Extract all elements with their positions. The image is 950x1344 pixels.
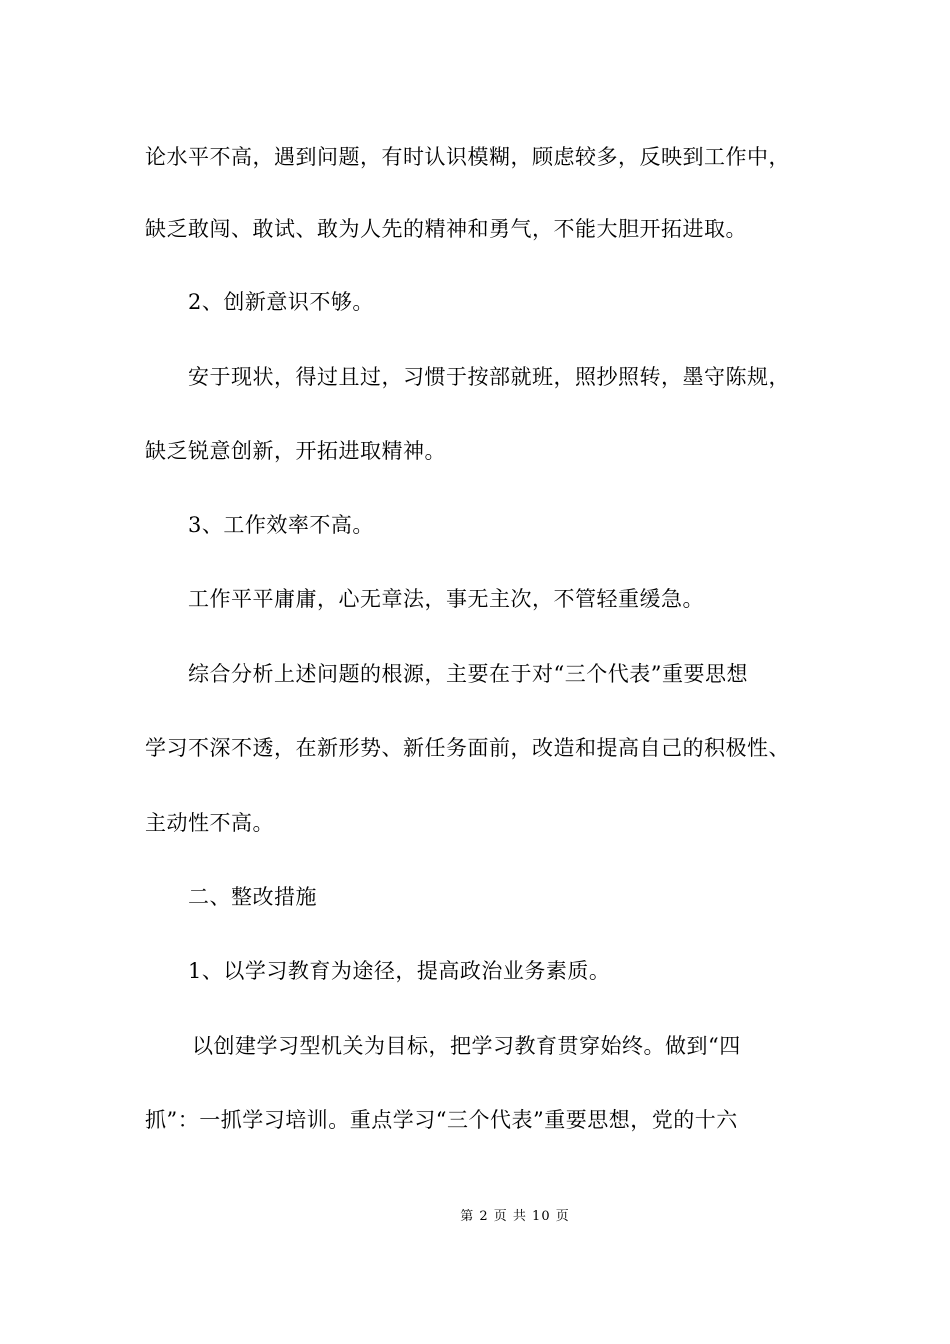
body-line-2: 缺乏敢闯、敢试、敢为人先的精神和勇气，不能大胆开拓进取。 bbox=[145, 217, 747, 241]
body-line-4: 安于现状，得过且过，习惯于按部就班，照抄照转，墨守陈规， bbox=[188, 365, 790, 389]
page-number-footer: 第 2 页 共 10 页 bbox=[460, 1209, 570, 1224]
body-line-14: 抓”：一抓学习培训。重点学习“三个代表”重要思想，党的十六 bbox=[145, 1108, 738, 1132]
body-line-1: 论水平不高，遇到问题，有时认识模糊，顾虑较多，反映到工作中， bbox=[145, 145, 790, 169]
body-line-8: 综合分析上述问题的根源，主要在于对“三个代表”重要思想 bbox=[188, 662, 748, 686]
section-heading-3: 3、工作效率不高。 bbox=[188, 513, 374, 537]
subheading-1: 1、以学习教育为途径，提高政治业务素质。 bbox=[188, 959, 611, 983]
body-line-9: 学习不深不透，在新形势、新任务面前，改造和提高自己的积极性、 bbox=[145, 736, 790, 760]
body-line-13: 以创建学习型机关为目标，把学习教育贯穿始终。做到“四 bbox=[192, 1034, 741, 1058]
major-heading: 二、整改措施 bbox=[188, 885, 317, 909]
body-line-5: 缺乏锐意创新，开拓进取精神。 bbox=[145, 439, 446, 463]
body-line-10: 主动性不高。 bbox=[145, 811, 274, 835]
section-heading-2: 2、创新意识不够。 bbox=[188, 290, 374, 314]
body-line-7: 工作平平庸庸，心无章法，事无主次，不管轻重缓急。 bbox=[188, 587, 704, 611]
